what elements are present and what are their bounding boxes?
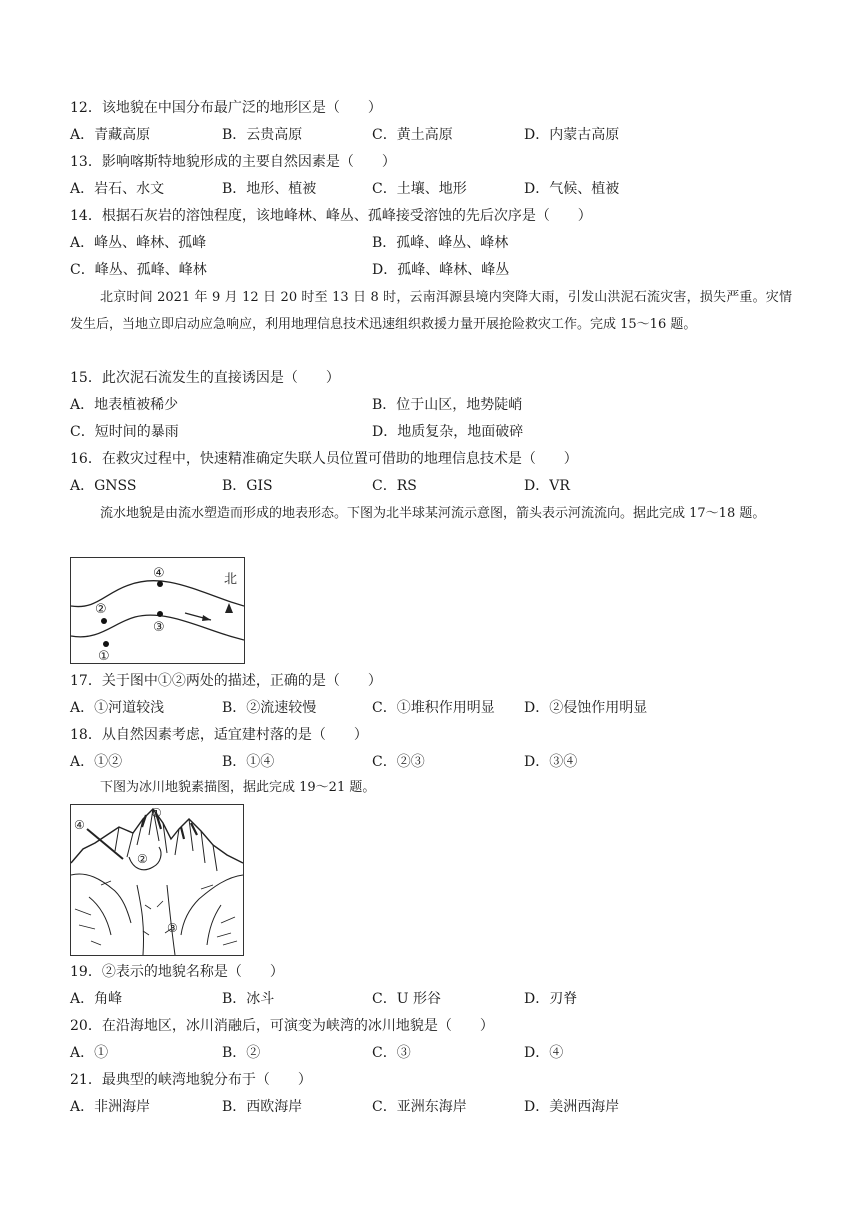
river-point-4-label: ④ [153, 566, 165, 581]
passage-19-21: 下图为冰川地貌素描图，据此完成 19～21 题。 [100, 780, 376, 795]
question-16-option-a[interactable]: A．GNSS [70, 478, 137, 494]
question-20-option-d[interactable]: D．④ [524, 1045, 564, 1061]
question-14-option-b[interactable]: B．孤峰、峰丛、峰林 [372, 235, 509, 251]
question-17-option-a[interactable]: A．①河道较浅 [70, 700, 165, 716]
question-12-option-c[interactable]: C．黄土高原 [372, 127, 453, 143]
question-17-option-c[interactable]: C．①堆积作用明显 [372, 700, 495, 716]
question-18-option-a[interactable]: A．①② [70, 754, 123, 770]
glacier-point-2-label: ② [137, 852, 148, 866]
flow-arrow-icon [202, 615, 211, 621]
question-12-stem: 12．该地貌在中国分布最广泛的地形区是（ ） [70, 100, 382, 116]
question-19-stem: 19．②表示的地貌名称是（ ） [70, 964, 284, 980]
question-21-option-b[interactable]: B．西欧海岸 [222, 1099, 303, 1115]
question-16-stem: 16．在救灾过程中，快速精准确定失联人员位置可借助的地理信息技术是（ ） [70, 451, 578, 467]
glacier-sketch [70, 804, 244, 956]
question-19-option-d[interactable]: D．刃脊 [524, 991, 578, 1007]
question-13-options [70, 179, 790, 199]
question-19-options [70, 989, 790, 1009]
question-15-stem: 15．此次泥石流发生的直接诱因是（ ） [70, 370, 340, 386]
question-15-options-row2 [70, 422, 790, 442]
question-13-option-b[interactable]: B．地形、植被 [222, 181, 317, 197]
question-15-option-a[interactable]: A．地表植被稀少 [70, 397, 179, 413]
question-13-option-d[interactable]: D．气候、植被 [524, 181, 620, 197]
question-17-option-b[interactable]: B．②流速较慢 [222, 700, 317, 716]
question-17-options [70, 698, 790, 718]
question-14-options-row1 [70, 233, 790, 253]
question-20-stem: 20．在沿海地区，冰川消融后，可演变为峡湾的冰川地貌是（ ） [70, 1018, 494, 1034]
question-21-options [70, 1097, 790, 1117]
question-20-options [70, 1043, 790, 1063]
river-diagram-svg [71, 558, 244, 663]
question-18-option-d[interactable]: D．③④ [524, 754, 578, 770]
question-21-option-c[interactable]: C．亚洲东海岸 [372, 1099, 467, 1115]
river-point-1-dot [103, 641, 109, 647]
question-13-stem: 13．影响喀斯特地貌形成的主要自然因素是（ ） [70, 154, 396, 170]
passage-15-16: 北京时间 2021 年 9 月 12 日 20 时至 13 日 8 时，云南洱源县境内突降大雨，引发山洪泥石流灾害，损失严重。灾情发生后，当地立即启动应急响应，利用地理信息技术迅速组织救援力量开展抢险救灾工作。完成 15～16 题。 [70, 290, 792, 332]
river-point-3-dot [157, 611, 163, 617]
question-16-option-b[interactable]: B．GIS [222, 478, 273, 494]
question-16-options [70, 476, 790, 496]
river-point-4-dot [157, 581, 163, 587]
peak-shading [115, 809, 217, 871]
question-21-option-a[interactable]: A．非洲海岸 [70, 1099, 151, 1115]
question-19-option-a[interactable]: A．角峰 [70, 991, 123, 1007]
river-point-2-label: ② [95, 602, 107, 617]
passage-17-18: 流水地貌是由流水塑造而形成的地表形态。下图为北半球某河流示意图，箭头表示河流流向。据此完成 17～18 题。 [100, 506, 766, 521]
river-point-2-dot [101, 618, 107, 624]
glacier-sketch-svg [71, 805, 243, 955]
question-17-stem: 17．关于图中①②两处的描述，正确的是（ ） [70, 673, 382, 689]
question-15-options-row1 [70, 395, 790, 415]
question-20-option-b[interactable]: B．② [222, 1045, 261, 1061]
question-12-option-d[interactable]: D．内蒙古高原 [524, 127, 620, 143]
slope-hatching [75, 881, 237, 945]
question-12-option-b[interactable]: B．云贵高原 [222, 127, 303, 143]
question-19-option-c[interactable]: C．U 形谷 [372, 991, 441, 1007]
question-14-option-a[interactable]: A．峰丛、峰林、孤峰 [70, 235, 207, 251]
question-13-option-c[interactable]: C．土壤、地形 [372, 181, 467, 197]
question-18-options [70, 752, 790, 772]
question-14-option-d[interactable]: D．孤峰、峰林、峰丛 [372, 262, 510, 278]
question-21-option-d[interactable]: D．美洲西海岸 [524, 1099, 620, 1115]
river-point-3-label: ③ [153, 620, 165, 635]
question-18-option-c[interactable]: C．②③ [372, 754, 425, 770]
north-label: 北 [224, 572, 238, 587]
question-16-option-d[interactable]: D．VR [524, 478, 570, 494]
question-20-option-a[interactable]: A．① [70, 1045, 109, 1061]
valley-slopes [71, 874, 243, 945]
glacier-point-3-label: ③ [167, 921, 178, 935]
river-point-1-label: ① [98, 649, 110, 663]
question-12-option-a[interactable]: A．青藏高原 [70, 127, 151, 143]
question-19-option-b[interactable]: B．冰斗 [222, 991, 275, 1007]
question-14-stem: 14．根据石灰岩的溶蚀程度，该地峰林、峰丛、孤峰接受溶蚀的先后次序是（ ） [70, 208, 592, 224]
question-13-option-a[interactable]: A．岩石、水文 [70, 181, 165, 197]
question-15-option-b[interactable]: B．位于山区，地势陡峭 [372, 397, 523, 413]
question-20-option-c[interactable]: C．③ [372, 1045, 411, 1061]
question-12-options [70, 125, 790, 145]
question-14-option-c[interactable]: C．峰丛、孤峰、峰林 [70, 262, 207, 278]
river-diagram [70, 557, 245, 664]
north-arrow-icon [225, 603, 233, 613]
question-15-option-d[interactable]: D．地质复杂，地面破碎 [372, 424, 524, 440]
question-17-option-d[interactable]: D．②侵蚀作用明显 [524, 700, 648, 716]
question-18-option-b[interactable]: B．①④ [222, 754, 275, 770]
question-21-stem: 21．最典型的峡湾地貌分布于（ ） [70, 1072, 312, 1088]
question-14-options-row2 [70, 260, 790, 280]
question-18-stem: 18．从自然因素考虑，适宜建村落的是（ ） [70, 727, 368, 743]
u-valley-walls [137, 885, 175, 955]
glacier-point-1-label: ① [151, 806, 162, 820]
question-16-option-c[interactable]: C．RS [372, 478, 417, 494]
glacier-point-4-label: ④ [74, 818, 85, 832]
question-15-option-c[interactable]: C．短时间的暴雨 [70, 424, 179, 440]
